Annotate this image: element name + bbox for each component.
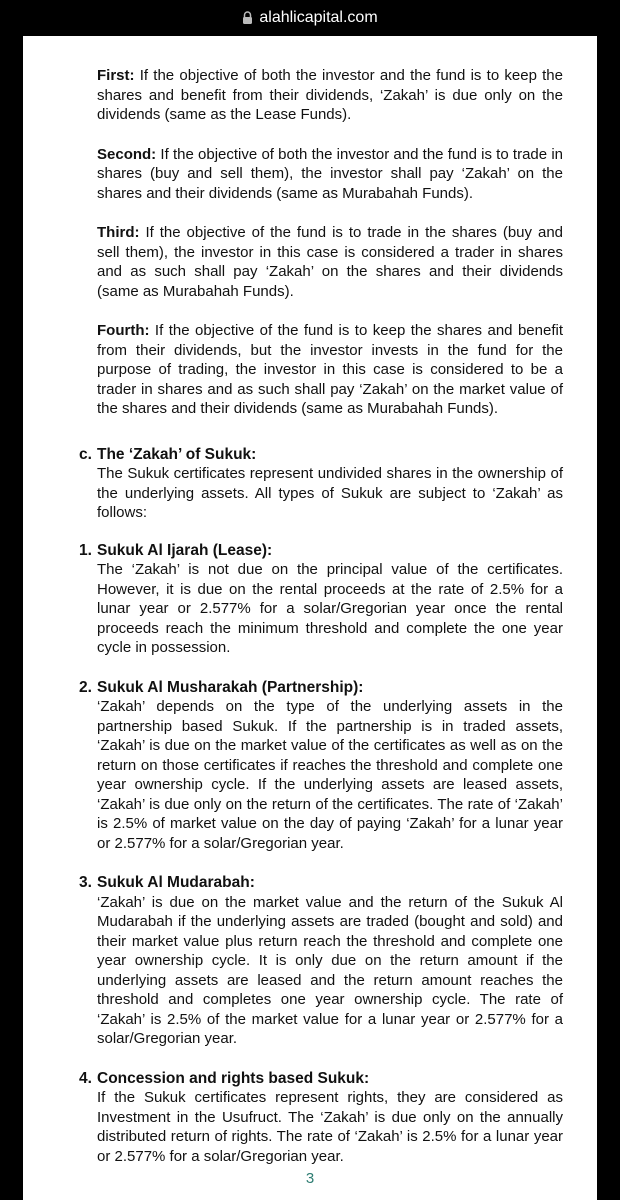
page-number: 3 (305, 1170, 315, 1187)
item-title-text: Sukuk Al Ijarah (Lease): (97, 541, 273, 559)
section-zakah-of-sukuk (79, 445, 563, 1167)
list-item (79, 873, 563, 1049)
item-number: 2. (79, 678, 92, 696)
section-intro: The Sukuk certificates represent undivided shares in the ownership of the underlying assets. All types of Sukuk are subject to ‘Zakah’ as follows: (97, 465, 563, 521)
section-letter: c. (79, 445, 92, 463)
paragraph-text: If the objective of both the investor and the fund is to keep the shares and benefit from their dividends, ‘Zakah’ is due only on the dividends (same as the Lease Funds). (97, 67, 563, 123)
item-body: ‘Zakah’ depends on the type of the underlying assets in the partnership based Sukuk. If the partnership is in traded assets, ‘Zakah’ is due on the market value of the certificates as well as on the return on those certificates if reaches the threshold and complete one year ownership cycle. If the underlying assets are leased assets, ‘Zakah’ is due only on the return of the certificates. The rate of ‘Zakah’ is 2.5% of market value on the day of paying ‘Zakah’ for a lunar year or 2.577% for a solar/Gregorian year. (97, 698, 563, 852)
paragraph-label: Second: (97, 145, 157, 163)
list-item (79, 678, 563, 854)
lock-icon (242, 11, 253, 25)
paragraph-third (97, 223, 563, 301)
item-title-text: Concession and rights based Sukuk: (97, 1069, 370, 1087)
list-item (79, 1069, 563, 1167)
item-title (79, 678, 563, 698)
paragraph-text: If the objective of both the investor and the fund is to trade in shares (buy and sell them), the investor shall pay ‘Zakah’ on the shares and their dividends (same as Murabahah Funds). (97, 145, 563, 202)
section-heading (79, 445, 563, 465)
item-number: 1. (79, 541, 92, 559)
paragraph-label: First: (97, 67, 135, 84)
item-title (79, 1069, 563, 1089)
paragraph-text: If the objective of the fund is to keep the shares and benefit from their dividends, but the investor invests in the fund for the purpose of trading, the investor in this case is considered to be a trader in shares and as such shall pay ‘Zakah’ on the market value of the shares and their dividends (same as Murabahah Funds). (97, 322, 563, 417)
item-title (79, 541, 563, 561)
paragraph-label: Fourth: (97, 322, 150, 339)
url-text: alahlicapital.com (259, 9, 378, 26)
item-number: 3. (79, 874, 92, 891)
item-number: 4. (79, 1069, 92, 1087)
document-content (79, 66, 563, 1186)
paragraph-second (97, 145, 563, 204)
item-body: The ‘Zakah’ is not due on the principal value of the certificates. However, it is due on the rental proceeds at the rate of 2.5% for a lunar year or 2.577% for a solar/Gregorian year once the rental proceeds reach the minimum threshold and complete the one year cycle in possession. (97, 561, 563, 656)
document-page (23, 36, 597, 1200)
item-body: ‘Zakah’ is due on the market value and the return of the Sukuk Al Mudarabah if the underlying assets are traded (bought and sold) and their market value plus return reach the threshold and complete one year ownership cycle. It is only due on the return amount if the underlying assets are leased and the return amount reaches the threshold and completes one year ownership cycle. The rate of ‘Zakah’ is 2.5% of the market value for a lunar year or 2.577% for a solar/Gregorian year. (97, 893, 563, 1047)
paragraph-label: Third: (97, 224, 140, 241)
paragraph-text: If the objective of the fund is to trade in the shares (buy and sell them), the investor in this case is considered a trader in shares and as such shall pay ‘Zakah’ on the shares and their dividends (same as Murabahah Funds). (97, 224, 563, 300)
item-body: If the Sukuk certificates represent rights, they are considered as Investment in the Usufruct. The ‘Zakah’ is due only on the annually distributed return of rights. The rate of ‘Zakah’ is 2.5% for a lunar year or 2.577% for a solar/Gregorian year. (97, 1089, 563, 1165)
item-title-text: Sukuk Al Mudarabah: (97, 874, 255, 891)
sukuk-list (79, 541, 563, 1167)
item-title-text: Sukuk Al Musharakah (Partnership): (97, 678, 364, 696)
list-item (79, 541, 563, 658)
browser-address-bar[interactable] (0, 0, 620, 36)
item-title (79, 873, 563, 893)
section-title: The ‘Zakah’ of Sukuk: (97, 445, 257, 463)
paragraph-first (97, 66, 563, 125)
paragraph-fourth (97, 321, 563, 419)
